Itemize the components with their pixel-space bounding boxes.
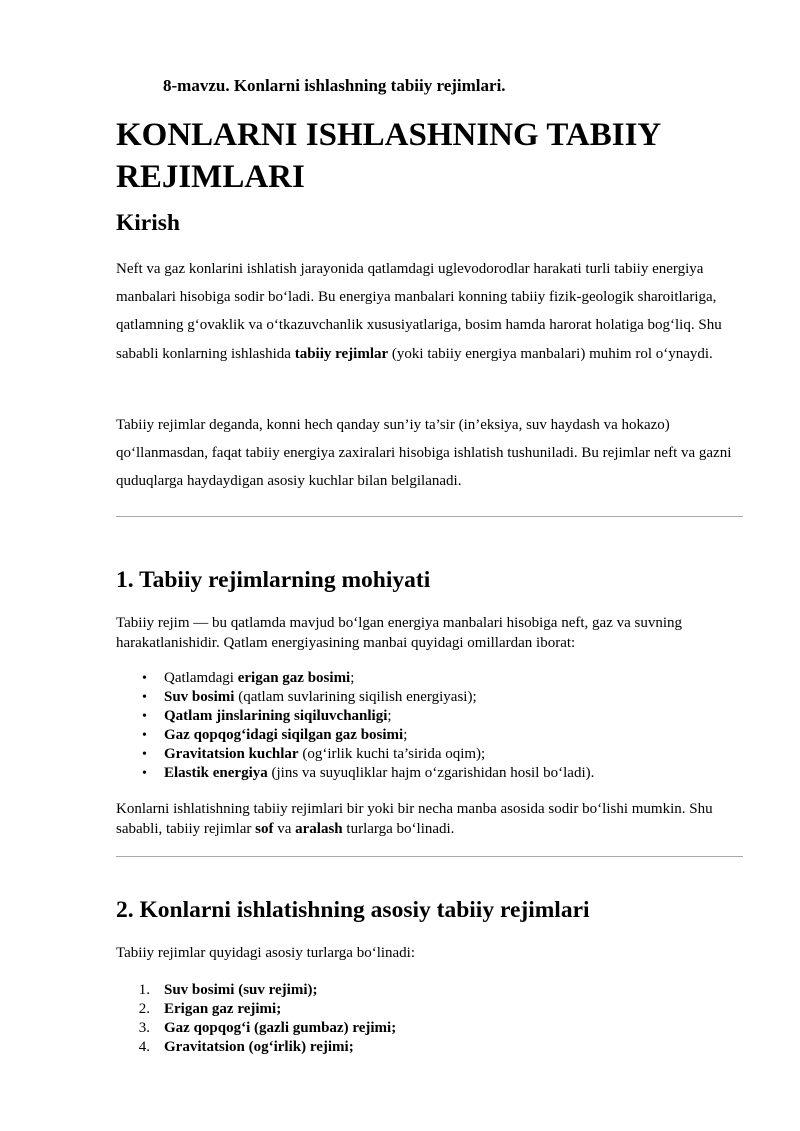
- list-item: [116, 764, 594, 783]
- item-bold: Elastik energiya: [164, 765, 268, 781]
- title-line-2: REJIMLARI: [116, 159, 305, 195]
- bullet-icon: •: [142, 671, 147, 686]
- item-bold: Gravitatsion (og‘irlik) rejimi;: [164, 1039, 354, 1055]
- divider-2: [116, 856, 743, 857]
- list-item: [116, 726, 594, 745]
- s1p2-bold-sof: sof: [255, 821, 274, 837]
- item-text: ;: [350, 670, 355, 686]
- item-bold: Gaz qopqog‘i (gazli gumbaz) rejimi;: [164, 1020, 397, 1036]
- item-text: ;: [387, 708, 392, 724]
- list-item: [116, 745, 594, 764]
- intro-heading: Kirish: [116, 210, 180, 236]
- energy-sources-list: [116, 669, 594, 783]
- title-line-1: KONLARNI ISHLASHNING TABIIY: [116, 117, 662, 153]
- page-title: [116, 114, 756, 198]
- divider-1: [116, 516, 743, 517]
- intro-p1-text-c: (yoki tabiiy energiya manbalari) muhim rol o‘ynaydi.: [388, 345, 713, 362]
- bullet-icon: •: [142, 728, 147, 743]
- section2-paragraph-1: Tabiiy rejimlar quyidagi asosiy turlarga bo‘linadi:: [116, 945, 416, 961]
- item-bold: erigan gaz bosimi: [237, 670, 351, 686]
- item-text: (jins va suyuqliklar hajm o‘zgarishidan hosil bo‘ladi).: [267, 765, 595, 781]
- item-bold: Erigan gaz rejimi;: [164, 1001, 282, 1017]
- item-bold: Suv bosimi (suv rejimi);: [164, 982, 318, 998]
- section1-paragraph-2: [116, 799, 744, 839]
- list-item: [116, 1000, 396, 1019]
- intro-p1-bold: tabiiy rejimlar: [294, 345, 389, 362]
- item-text: (qatlam suvlarining siqilish energiyasi);: [234, 689, 477, 705]
- s1p2-bold-aralash: aralash: [295, 821, 343, 837]
- item-bold: Qatlam jinslarining siqiluvchanligi: [164, 708, 388, 724]
- section1-paragraph-1: Tabiiy rejim — bu qatlamda mavjud bo‘lgan energiya manbalari hisobiga neft, gaz va suvning harakatlanishidir. Qatlam energiyasining manbai quyidagi omillardan iborat:: [116, 615, 683, 651]
- bullet-icon: •: [142, 690, 147, 705]
- list-item: [116, 1019, 396, 1038]
- list-item: [116, 669, 594, 688]
- item-number: 3.: [138, 1020, 150, 1036]
- intro-paragraph-1: [116, 255, 744, 368]
- item-bold: Gravitatsion kuchlar: [164, 746, 299, 762]
- item-text: (og‘irlik kuchi ta’sirida oqim);: [298, 746, 486, 762]
- item-number: 1.: [138, 982, 150, 998]
- intro-p1-text-a: Neft va gaz konlarini ishlatish jarayonida qatlamdagi uglevodorodlar harakati turli tabiiy energiya manbalari hisobiga sodir bo‘ladi. Bu energiya manbalari konning tabiiy fizik-geologik sharoitlariga, qatlamning g‘ovaklik va o‘tkazuvchanlik xususiyatlariga, bosim hamda harorat holatiga bog‘liq. Shu sababli konlarning ishlashida: [116, 261, 722, 362]
- s1p2-text: Konlarni ishlatishning tabiiy rejimlari bir yoki bir necha manba asosida sodir bo‘lishi mumkin. Shu sababli, tabiiy rejimlar: [116, 801, 713, 837]
- bullet-icon: •: [142, 766, 147, 781]
- bullet-icon: •: [142, 709, 147, 724]
- list-item: [116, 981, 396, 1000]
- section1-heading: 1. Tabiiy rejimlarning mohiyati: [116, 567, 431, 593]
- item-bold: Gaz qopqog‘idagi siqilgan gaz bosimi: [164, 727, 404, 743]
- item-text: ;: [403, 727, 408, 743]
- s1p2-text: turlarga bo‘linadi.: [342, 821, 455, 837]
- section2-heading: 2. Konlarni ishlatishning asosiy tabiiy rejimlari: [116, 897, 590, 923]
- list-item: [116, 688, 594, 707]
- item-number: 2.: [138, 1001, 150, 1017]
- item-text: Qatlamdagi: [164, 670, 238, 686]
- s1p2-text: va: [273, 821, 296, 837]
- list-item: [116, 1038, 396, 1057]
- regimes-list: [116, 981, 396, 1057]
- intro-paragraph-2: Tabiiy rejimlar deganda, konni hech qanday sun’iy ta’sir (in’eksiya, suv haydash va hokazo) qo‘llanmasdan, faqat tabiiy energiya zaxiralari hisobiga ishlatish tushuniladi. Bu rejimlar neft va gazni quduqlarga haydaydigan asosiy kuchlar bilan belgilanadi.: [116, 417, 732, 490]
- item-number: 4.: [138, 1039, 150, 1055]
- item-bold: Suv bosimi: [164, 689, 235, 705]
- bullet-icon: •: [142, 747, 147, 762]
- list-item: [116, 707, 594, 726]
- topic-title: 8-mavzu. Konlarni ishlashning tabiiy rejimlari.: [163, 76, 506, 95]
